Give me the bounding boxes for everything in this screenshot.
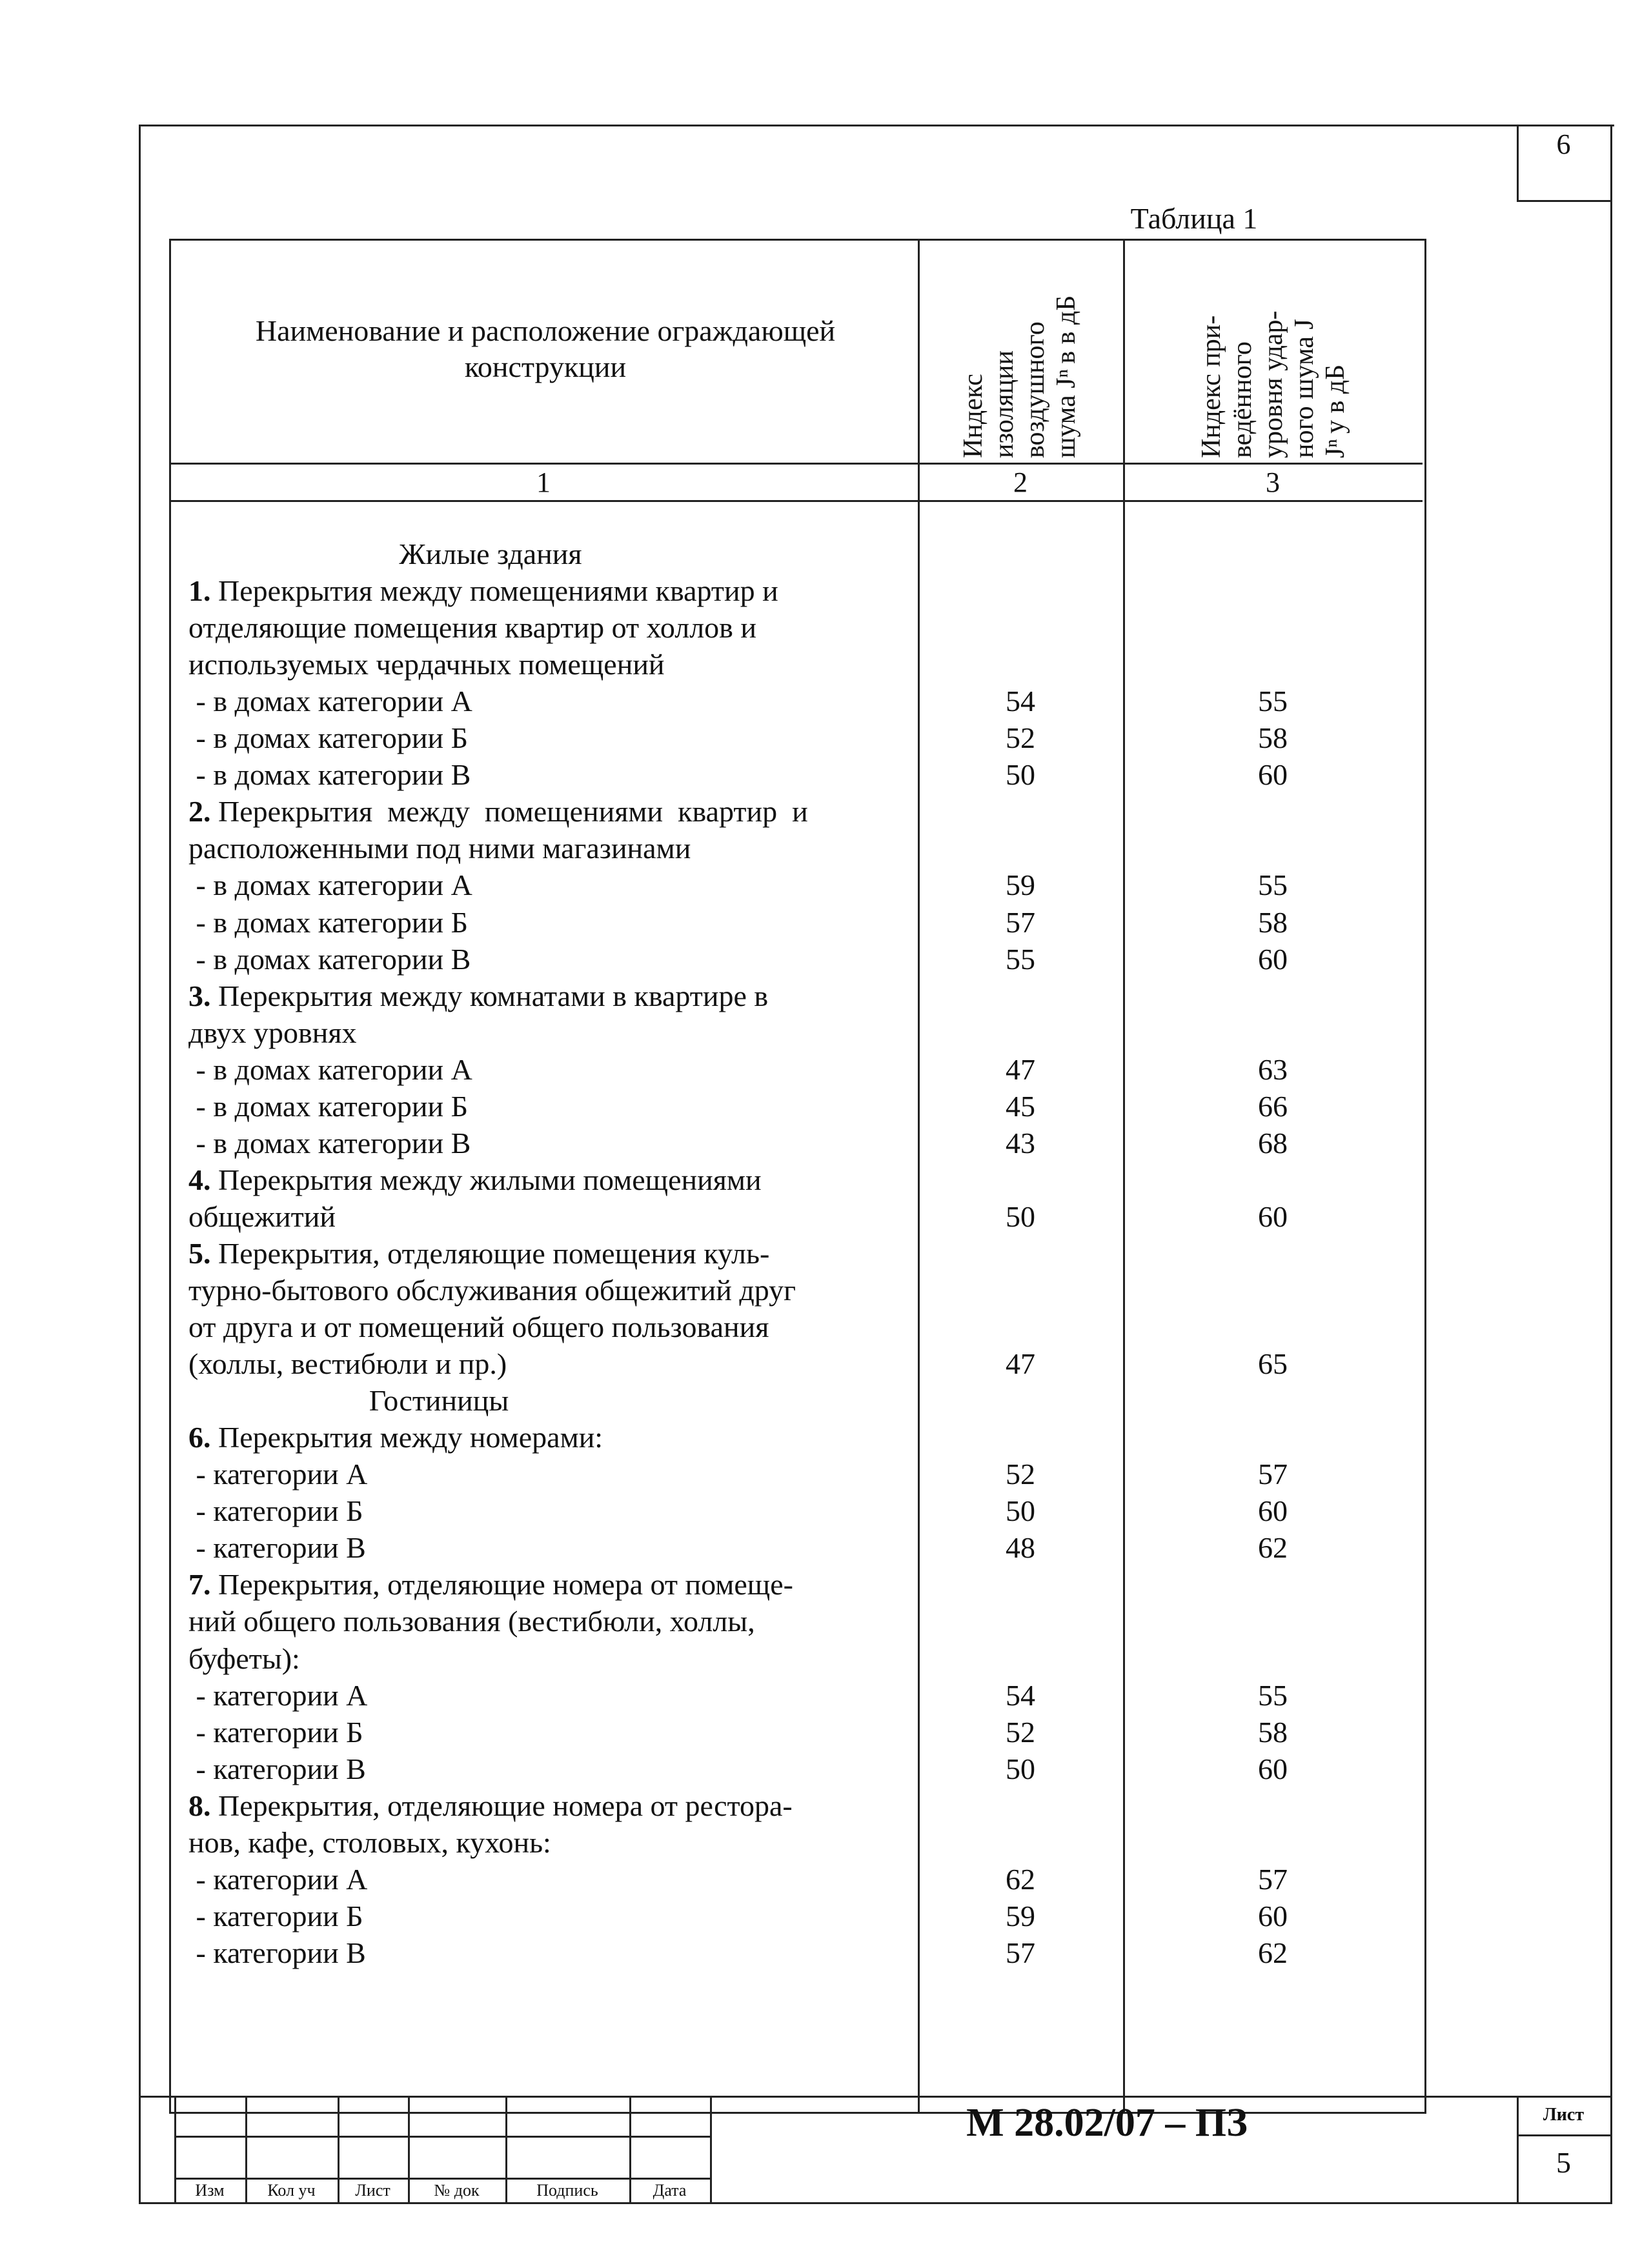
table-row bbox=[0, 1898, 1651, 1935]
impact-index-value: 65 bbox=[1258, 1347, 1288, 1381]
table-row bbox=[0, 719, 1651, 757]
row-description bbox=[188, 1751, 911, 1788]
airborne-index-value: 50 bbox=[1006, 758, 1035, 792]
header-impact-index bbox=[1128, 245, 1419, 458]
section-heading: Гостиницы bbox=[369, 1384, 509, 1418]
airborne-index-value: 59 bbox=[1006, 1899, 1035, 1932]
table-row bbox=[0, 683, 1651, 720]
description-text: Перекрытия, отделяющие номера от рестора- bbox=[210, 1789, 793, 1822]
impact-index-value: 66 bbox=[1258, 1089, 1288, 1123]
airborne-index-value: 59 bbox=[1006, 868, 1035, 902]
description-text: - в домах категории А bbox=[188, 1052, 472, 1086]
table-row bbox=[0, 793, 1651, 830]
description-text: - категории В bbox=[188, 1531, 366, 1565]
description-text: Перекрытия между номерами: bbox=[210, 1421, 603, 1454]
document-code: М 28.02/07 – ПЗ bbox=[966, 2101, 1248, 2145]
description-text: - категории А bbox=[188, 1862, 368, 1896]
airborne-index-value: 47 bbox=[1006, 1052, 1035, 1086]
row-description bbox=[188, 1677, 911, 1714]
row-description bbox=[188, 609, 911, 647]
description-text: от друга и от помещений общего пользования bbox=[188, 1310, 769, 1344]
row-description bbox=[188, 756, 911, 794]
description-text: Перекрытия между комнатами в квартире в bbox=[210, 979, 769, 1012]
row-description bbox=[188, 1824, 911, 1862]
description-text: ний общего пользования (вестибюли, холлы, bbox=[188, 1605, 755, 1638]
item-number: 8. bbox=[188, 1789, 211, 1822]
table-row bbox=[0, 1714, 1651, 1751]
impact-index-value: 55 bbox=[1258, 1678, 1288, 1712]
table-row bbox=[0, 1787, 1651, 1825]
impact-index-value: 58 bbox=[1258, 905, 1288, 939]
table-row bbox=[0, 1492, 1651, 1530]
title-block-label: № док bbox=[434, 2181, 480, 2200]
table-row bbox=[0, 1529, 1651, 1567]
row-description bbox=[188, 1787, 911, 1825]
impact-index-value: 58 bbox=[1258, 1715, 1288, 1749]
impact-index-value: 60 bbox=[1258, 1494, 1288, 1528]
airborne-index-value: 47 bbox=[1006, 1347, 1035, 1381]
column-number-2: 2 bbox=[1013, 467, 1028, 498]
table-row bbox=[0, 1198, 1651, 1236]
impact-index-value: 57 bbox=[1258, 1862, 1288, 1896]
row-description bbox=[188, 1640, 911, 1678]
table-row bbox=[0, 646, 1651, 683]
sheet-box-divider bbox=[1517, 2134, 1610, 2136]
description-text: - в домах категории А bbox=[188, 685, 472, 718]
impact-index-value: 60 bbox=[1258, 1199, 1288, 1233]
sheet-label: Лист bbox=[1543, 2105, 1585, 2125]
row-description bbox=[188, 830, 911, 867]
airborne-index-value: 52 bbox=[1006, 1458, 1035, 1491]
table-row bbox=[0, 1677, 1651, 1714]
row-description bbox=[188, 1566, 911, 1603]
row-description bbox=[188, 719, 911, 757]
header-construction-name: Наименование и расположение ограждающей конструкции bbox=[255, 314, 836, 383]
impact-index-value: 68 bbox=[1258, 1126, 1288, 1159]
header-divider bbox=[169, 463, 1423, 465]
table-row bbox=[0, 1014, 1651, 1052]
row-description bbox=[188, 941, 911, 978]
impact-index-value: 58 bbox=[1258, 721, 1288, 755]
impact-index-value: 62 bbox=[1258, 1531, 1288, 1565]
description-text: - категории В bbox=[188, 1752, 366, 1785]
column-number-divider bbox=[169, 500, 1423, 502]
header-line: воздушного bbox=[1020, 321, 1050, 458]
table-row bbox=[0, 1640, 1651, 1678]
airborne-index-value: 50 bbox=[1006, 1752, 1035, 1785]
item-number: 7. bbox=[188, 1568, 211, 1601]
table-row bbox=[0, 1235, 1651, 1272]
table-row bbox=[0, 609, 1651, 647]
header-line: шума Jⁿ в в дБ bbox=[1051, 295, 1081, 458]
row-description bbox=[188, 793, 911, 830]
description-text: буфеты): bbox=[188, 1641, 300, 1675]
impact-index-value: 60 bbox=[1258, 758, 1288, 792]
description-text: турно-бытового обслуживания общежитий друг bbox=[188, 1274, 796, 1307]
airborne-index-value: 54 bbox=[1006, 1678, 1035, 1712]
header-line: Индекс при- bbox=[1197, 315, 1226, 458]
description-text: общежитий bbox=[188, 1199, 336, 1233]
row-description bbox=[188, 1934, 911, 1972]
title-block-label: Изм bbox=[195, 2181, 225, 2200]
item-number: 1. bbox=[188, 574, 211, 608]
airborne-index-value: 55 bbox=[1006, 942, 1035, 976]
row-description bbox=[188, 867, 911, 904]
impact-index-value: 63 bbox=[1258, 1052, 1288, 1086]
row-description bbox=[188, 1529, 911, 1567]
table-row bbox=[0, 572, 1651, 610]
table-row bbox=[0, 1751, 1651, 1788]
impact-index-value: 60 bbox=[1258, 1752, 1288, 1785]
column-number-1: 1 bbox=[536, 467, 551, 498]
title-block-label: Кол уч bbox=[267, 2181, 316, 2200]
table-row bbox=[0, 1051, 1651, 1089]
table-row bbox=[0, 1603, 1651, 1640]
description-text: Перекрытия, отделяющие номера от помеще- bbox=[210, 1568, 793, 1601]
airborne-index-value: 57 bbox=[1006, 905, 1035, 939]
row-description bbox=[188, 904, 911, 941]
table-row bbox=[0, 1861, 1651, 1898]
row-description bbox=[188, 1419, 911, 1456]
table-title: Таблица 1 bbox=[1130, 202, 1258, 235]
impact-index-value: 62 bbox=[1258, 1936, 1288, 1969]
airborne-index-value: 54 bbox=[1006, 685, 1035, 718]
airborne-index-value: 45 bbox=[1006, 1089, 1035, 1123]
description-text: - в домах категории В bbox=[188, 1126, 471, 1159]
airborne-index-value: 62 bbox=[1006, 1862, 1035, 1896]
section-heading: Жилые здания bbox=[399, 537, 582, 570]
row-description bbox=[188, 1345, 911, 1383]
table-row bbox=[0, 536, 1651, 573]
table-row bbox=[0, 1272, 1651, 1309]
row-description bbox=[188, 1492, 911, 1530]
row-description bbox=[188, 1088, 911, 1125]
row-description bbox=[188, 1898, 911, 1935]
title-block-label: Подпись bbox=[536, 2181, 598, 2200]
row-description bbox=[188, 683, 911, 720]
description-text: - категории А bbox=[188, 1458, 368, 1491]
table-row bbox=[0, 867, 1651, 904]
header-line: ведённого bbox=[1228, 341, 1257, 458]
item-number: 5. bbox=[188, 1236, 211, 1270]
description-text: - категории Б bbox=[188, 1494, 363, 1528]
table-row bbox=[0, 1566, 1651, 1603]
row-description bbox=[188, 1125, 911, 1162]
row-description bbox=[188, 978, 911, 1015]
airborne-index-value: 43 bbox=[1006, 1126, 1035, 1159]
table-row bbox=[0, 756, 1651, 794]
impact-index-value: 60 bbox=[1258, 942, 1288, 976]
description-text: - категории А bbox=[188, 1678, 368, 1712]
description-text: Перекрытия между помещениями квартир и bbox=[210, 795, 808, 828]
header-airborne-index bbox=[923, 245, 1117, 458]
title-block-label: Лист bbox=[355, 2181, 390, 2200]
title-block-label: Дата bbox=[653, 2181, 687, 2200]
table-row bbox=[0, 1345, 1651, 1383]
header-line: Индекс bbox=[958, 374, 988, 458]
row-description bbox=[188, 1272, 911, 1309]
top-page-number: 6 bbox=[1556, 128, 1571, 160]
description-text: используемых чердачных помещений bbox=[188, 648, 665, 681]
description-text: - в домах категории Б bbox=[188, 721, 469, 755]
impact-index-value: 55 bbox=[1258, 868, 1288, 902]
table-row bbox=[0, 1088, 1651, 1125]
airborne-index-value: 57 bbox=[1006, 1936, 1035, 1969]
description-text: - категории Б bbox=[188, 1899, 363, 1932]
row-description bbox=[188, 1309, 911, 1346]
sheet-number: 5 bbox=[1556, 2146, 1571, 2179]
table-row bbox=[0, 904, 1651, 941]
description-text: Перекрытия, отделяющие помещения куль- bbox=[210, 1236, 770, 1270]
header-line: Jⁿ у в дБ bbox=[1321, 364, 1350, 458]
row-description bbox=[188, 1198, 911, 1236]
description-text: - категории Б bbox=[188, 1715, 363, 1749]
airborne-index-value: 48 bbox=[1006, 1531, 1035, 1565]
description-text: Перекрытия между помещениями квартир и bbox=[210, 574, 778, 608]
table-row bbox=[0, 1161, 1651, 1199]
impact-index-value: 60 bbox=[1258, 1899, 1288, 1932]
row-description bbox=[188, 1861, 911, 1898]
header-line: уровня удар- bbox=[1259, 310, 1288, 458]
row-description bbox=[188, 572, 911, 610]
airborne-index-value: 52 bbox=[1006, 721, 1035, 755]
title-block-bottom-line bbox=[139, 2202, 1612, 2204]
item-number: 2. bbox=[188, 795, 211, 828]
description-text: - в домах категории Б bbox=[188, 905, 469, 939]
airborne-index-value: 50 bbox=[1006, 1199, 1035, 1233]
description-text: - в домах категории А bbox=[188, 868, 472, 902]
description-text: - в домах категории В bbox=[188, 758, 471, 792]
item-number: 4. bbox=[188, 1163, 211, 1196]
row-description bbox=[188, 1603, 911, 1640]
table-row bbox=[0, 1824, 1651, 1862]
row-description bbox=[188, 1161, 911, 1199]
table-row bbox=[0, 1456, 1651, 1493]
title-block-top-line bbox=[139, 2096, 1612, 2098]
item-number: 6. bbox=[188, 1421, 211, 1454]
description-text: Перекрытия между жилыми помещениями bbox=[210, 1163, 762, 1196]
description-text: - в домах категории Б bbox=[188, 1089, 469, 1123]
row-description bbox=[188, 1456, 911, 1493]
table-row bbox=[0, 1382, 1651, 1420]
description-text: двух уровнях bbox=[188, 1016, 357, 1049]
impact-index-value: 55 bbox=[1258, 685, 1288, 718]
table-row bbox=[0, 1309, 1651, 1346]
item-number: 3. bbox=[188, 979, 211, 1012]
table-row bbox=[0, 1419, 1651, 1456]
table-row bbox=[0, 941, 1651, 978]
row-description bbox=[188, 1235, 911, 1272]
column-number-3: 3 bbox=[1266, 467, 1280, 498]
description-text: - категории В bbox=[188, 1936, 366, 1969]
description-text: нов, кафе, столовых, кухонь: bbox=[188, 1825, 551, 1859]
description-text: отделяющие помещения квартир от холлов и bbox=[188, 611, 757, 645]
header-line: изоляции bbox=[989, 350, 1019, 458]
row-description bbox=[188, 1051, 911, 1089]
row-description bbox=[188, 646, 911, 683]
table-row bbox=[0, 830, 1651, 867]
table-row bbox=[0, 978, 1651, 1015]
table-row bbox=[0, 1934, 1651, 1972]
description-text: расположенными под ними магазинами bbox=[188, 832, 691, 865]
airborne-index-value: 50 bbox=[1006, 1494, 1035, 1528]
table-row bbox=[0, 1125, 1651, 1162]
row-description bbox=[188, 1014, 911, 1052]
row-description bbox=[188, 1714, 911, 1751]
airborne-index-value: 52 bbox=[1006, 1715, 1035, 1749]
header-line: ного шума J bbox=[1290, 319, 1319, 458]
description-text: (холлы, вестибюли и пр.) bbox=[188, 1347, 507, 1381]
description-text: - в домах категории В bbox=[188, 942, 471, 976]
impact-index-value: 57 bbox=[1258, 1458, 1288, 1491]
